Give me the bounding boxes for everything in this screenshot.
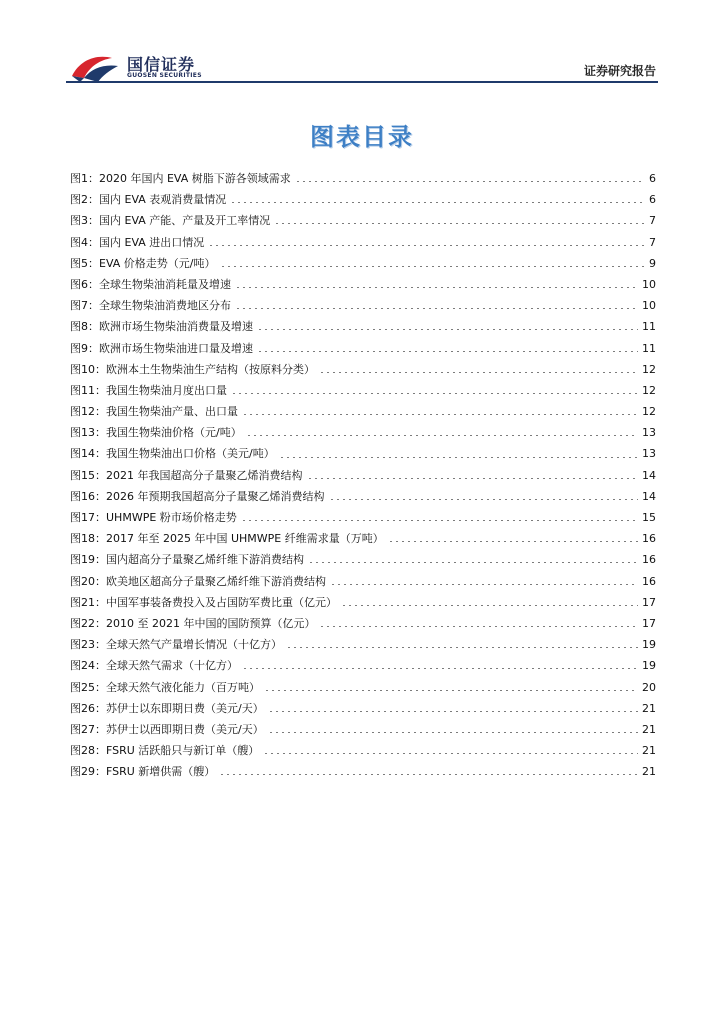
toc-entry-label: FSRU 活跃船只与新订单（艘） (106, 744, 260, 758)
toc-entry-number: 图10： (70, 362, 106, 376)
toc-entry[interactable] (70, 719, 656, 740)
toc-entry-label: 国内 EVA 进出口情况 (99, 235, 205, 249)
toc-entry-number: 图5： (70, 256, 99, 270)
toc-entry-label: 我国生物柴油产量、出口量 (106, 405, 238, 419)
toc-entry[interactable] (70, 295, 656, 316)
toc-entry-label: 中国军事装备费投入及占国防军费比重（亿元） (106, 595, 337, 609)
toc-entry-page: 21 (642, 744, 656, 758)
toc-entry-label: 欧洲本土生物柴油生产结构（按原料分类） (106, 362, 315, 376)
toc-dot-leader (208, 245, 645, 246)
toc-entry[interactable] (70, 507, 656, 528)
toc-entry-page: 20 (642, 680, 656, 694)
toc-dot-leader (319, 372, 638, 373)
toc-dot-leader (307, 478, 639, 479)
toc-entry[interactable] (70, 613, 656, 634)
toc-entry-number: 图7： (70, 299, 99, 313)
brand-name-en: GUOSEN SECURITIES (127, 72, 202, 79)
toc-entry[interactable] (70, 210, 656, 231)
toc-entry-number: 图3： (70, 214, 99, 228)
toc-entry-page: 16 (642, 574, 656, 588)
toc-dot-leader (264, 690, 638, 691)
toc-entry[interactable] (70, 189, 656, 210)
toc-entry-page: 15 (642, 511, 656, 524)
figure-toc-list (70, 168, 656, 782)
toc-entry-number: 图29： (70, 765, 106, 779)
toc-entry[interactable] (70, 338, 656, 359)
toc-entry-page: 19 (642, 638, 656, 652)
toc-entry-page: 21 (642, 765, 656, 779)
toc-entry[interactable] (70, 401, 656, 422)
toc-dot-leader (341, 605, 638, 606)
toc-entry[interactable] (70, 740, 656, 761)
guosen-logo-icon (70, 52, 122, 84)
toc-entry-number: 图4： (70, 235, 99, 249)
toc-entry-number: 图15： (70, 468, 106, 482)
toc-entry[interactable] (70, 592, 656, 613)
toc-entry-label: 2010 至 2021 年中国的国防预算（亿元） (106, 616, 316, 630)
toc-dot-leader (308, 562, 638, 563)
toc-entry-label: 苏伊士以东即期日费（美元/天） (106, 701, 264, 715)
toc-entry-page: 10 (642, 277, 656, 291)
toc-entry-label: 全球天然气液化能力（百万吨） (106, 680, 260, 694)
toc-dot-leader (242, 414, 638, 415)
toc-entry-label: 欧洲市场生物柴油进口量及增速 (99, 341, 253, 355)
toc-entry[interactable] (70, 571, 656, 592)
toc-entry-number: 图6： (70, 277, 99, 291)
toc-entry[interactable] (70, 274, 656, 295)
toc-entry-number: 图2： (70, 193, 99, 207)
toc-entry-label: 全球生物柴油消费地区分布 (99, 299, 231, 313)
toc-dot-leader (257, 329, 638, 330)
toc-dot-leader (279, 457, 638, 458)
toc-entry[interactable] (70, 380, 656, 401)
toc-entry-page: 14 (642, 489, 656, 503)
toc-entry[interactable] (70, 359, 656, 380)
toc-entry-label: EVA 价格走势（元/吨） (99, 256, 216, 270)
toc-entry-number: 图26： (70, 701, 106, 715)
toc-entry-number: 图20： (70, 574, 106, 588)
toc-entry-number: 图9： (70, 341, 99, 355)
toc-entry-page: 11 (642, 320, 656, 334)
toc-entry-page: 16 (642, 532, 656, 546)
toc-entry-label: 我国生物柴油出口价格（美元/吨） (106, 447, 275, 461)
toc-entry-label: 欧美地区超高分子量聚乙烯纤维下游消费结构 (106, 574, 326, 588)
toc-dot-leader (235, 287, 638, 288)
toc-dot-leader (274, 223, 645, 224)
toc-entry-label: 2021 年我国超高分子量聚乙烯消费结构 (106, 468, 303, 482)
toc-entry-number: 图8： (70, 320, 99, 334)
toc-entry-page: 12 (642, 405, 656, 419)
toc-entry-page: 16 (642, 553, 656, 567)
toc-entry-label: FSRU 新增供需（艘） (106, 765, 216, 779)
toc-entry[interactable] (70, 761, 656, 782)
page-title: 图表目录 (310, 123, 414, 151)
toc-entry-page: 13 (642, 426, 656, 440)
toc-entry-number: 图27： (70, 722, 106, 736)
toc-entry-number: 图19： (70, 553, 106, 567)
toc-entry[interactable] (70, 316, 656, 337)
toc-entry[interactable] (70, 486, 656, 507)
toc-dot-leader (242, 668, 638, 669)
toc-dot-leader (231, 393, 638, 394)
toc-entry-label: 国内 EVA 产能、产量及开工率情况 (99, 214, 271, 228)
toc-entry[interactable] (70, 253, 656, 274)
header-divider (66, 81, 658, 83)
toc-entry-number: 图16： (70, 489, 106, 503)
toc-entry-page: 6 (649, 193, 656, 207)
page-header (0, 0, 724, 90)
toc-entry-page: 7 (649, 214, 656, 228)
toc-entry-label: 全球天然气产量增长情况（十亿方） (106, 638, 282, 652)
toc-dot-leader (220, 266, 646, 267)
toc-entry-page: 21 (642, 701, 656, 715)
toc-dot-leader (330, 584, 638, 585)
toc-dot-leader (219, 774, 638, 775)
toc-entry-number: 图12： (70, 405, 106, 419)
toc-entry[interactable] (70, 698, 656, 719)
toc-entry-number: 图23： (70, 638, 106, 652)
toc-entry-label: 我国生物柴油月度出口量 (106, 383, 227, 397)
toc-dot-leader (257, 351, 638, 352)
toc-entry-number: 图18： (70, 532, 106, 546)
toc-entry-number: 图11： (70, 383, 106, 397)
toc-dot-leader (319, 626, 638, 627)
toc-entry-label: 国内超高分子量聚乙烯纤维下游消费结构 (106, 553, 304, 567)
toc-dot-leader (268, 732, 638, 733)
toc-entry-page: 10 (642, 299, 656, 313)
toc-dot-leader (241, 520, 638, 521)
brand-name-cn: 国信证券 (127, 55, 196, 74)
toc-dot-leader (329, 499, 639, 500)
toc-entry-number: 图28： (70, 744, 106, 758)
toc-entry[interactable] (70, 677, 656, 698)
toc-entry-number: 图1： (70, 172, 99, 185)
toc-entry-label: 2017 年至 2025 年中国 UHMWPE 纤维需求量（万吨） (106, 532, 384, 546)
toc-dot-leader (263, 753, 638, 754)
toc-dot-leader (286, 647, 638, 648)
toc-entry-page: 6 (649, 172, 656, 185)
toc-entry-page: 17 (642, 595, 656, 609)
toc-entry[interactable] (70, 549, 656, 570)
toc-entry[interactable] (70, 443, 656, 464)
toc-entry[interactable] (70, 232, 656, 253)
toc-entry-page: 7 (649, 235, 656, 249)
toc-entry[interactable] (70, 655, 656, 676)
toc-entry[interactable] (70, 465, 656, 486)
toc-entry-page: 11 (642, 341, 656, 355)
toc-dot-leader (295, 181, 645, 182)
toc-entry-page: 12 (642, 362, 656, 376)
toc-entry-number: 图22： (70, 616, 106, 630)
toc-dot-leader (246, 435, 638, 436)
toc-entry-label: 2020 年国内 EVA 树脂下游各领域需求 (99, 172, 291, 185)
toc-entry-number: 图21： (70, 595, 106, 609)
toc-entry[interactable] (70, 528, 656, 549)
toc-entry-page: 13 (642, 447, 656, 461)
toc-entry-label: 国内 EVA 表观消费量情况 (99, 193, 227, 207)
toc-dot-leader (230, 202, 645, 203)
toc-entry[interactable] (70, 634, 656, 655)
toc-entry-number: 图17： (70, 511, 106, 524)
toc-entry[interactable] (70, 168, 656, 189)
toc-entry-label: 2026 年预期我国超高分子量聚乙烯消费结构 (106, 489, 325, 503)
toc-entry-number: 图14： (70, 447, 106, 461)
toc-entry-page: 9 (649, 256, 656, 270)
toc-entry-label: 全球生物柴油消耗量及增速 (99, 277, 231, 291)
toc-entry-page: 17 (642, 616, 656, 630)
toc-dot-leader (268, 711, 638, 712)
toc-entry-page: 12 (642, 383, 656, 397)
toc-dot-leader (388, 541, 638, 542)
toc-entry-number: 图13： (70, 426, 106, 440)
toc-entry[interactable] (70, 422, 656, 443)
toc-entry-label: 欧洲市场生物柴油消费量及增速 (99, 320, 253, 334)
toc-entry-page: 19 (642, 659, 656, 673)
toc-entry-number: 图24： (70, 659, 106, 673)
toc-entry-label: 苏伊士以西即期日费（美元/天） (106, 722, 264, 736)
toc-entry-page: 21 (642, 722, 656, 736)
toc-entry-label: UHMWPE 粉市场价格走势 (106, 511, 237, 524)
report-type-label: 证券研究报告 (583, 64, 656, 78)
toc-entry-number: 图25： (70, 680, 106, 694)
toc-dot-leader (235, 308, 638, 309)
toc-entry-label: 全球天然气需求（十亿方） (106, 659, 238, 673)
toc-entry-page: 14 (642, 468, 656, 482)
toc-entry-label: 我国生物柴油价格（元/吨） (106, 426, 242, 440)
